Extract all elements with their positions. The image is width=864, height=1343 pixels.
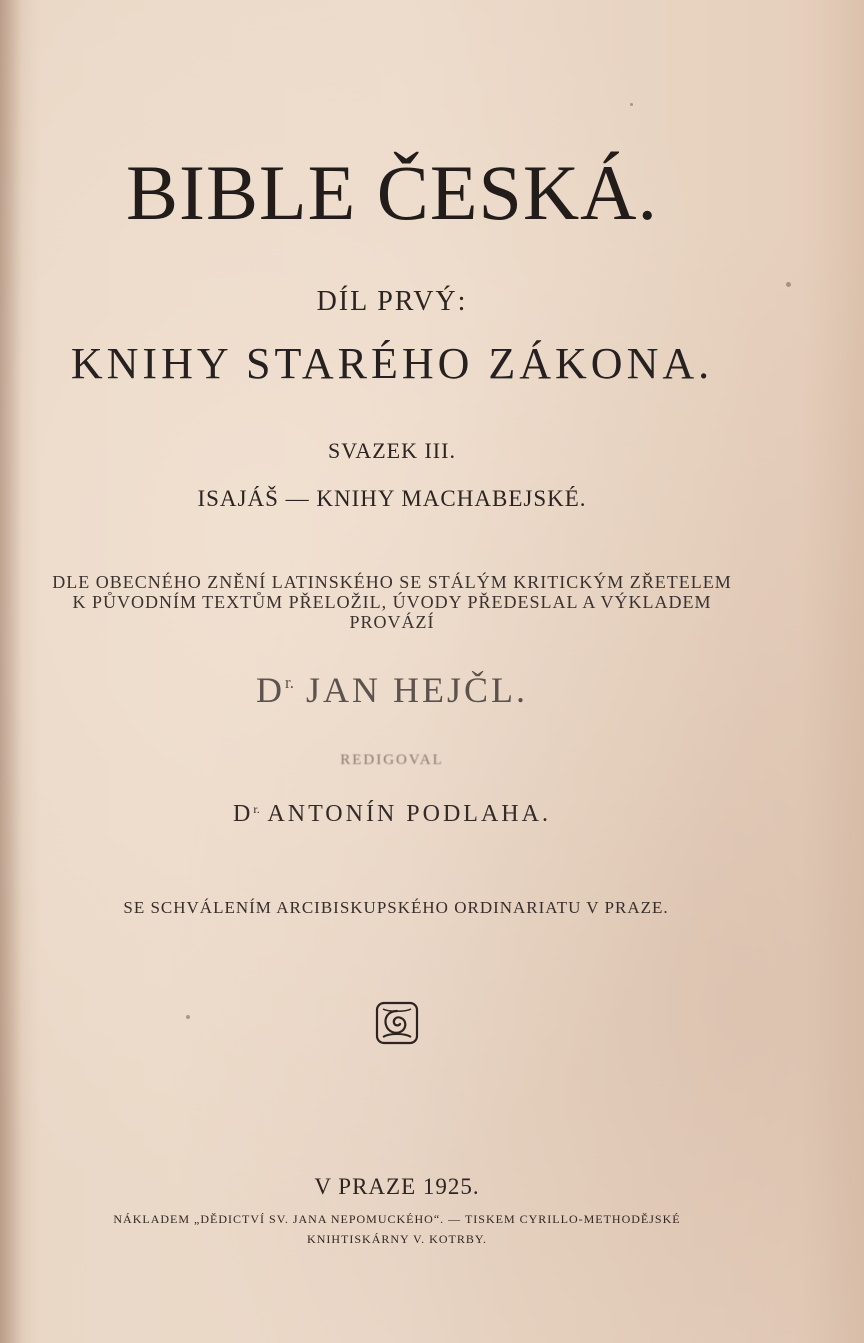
volume-label: SVAZEK III.: [328, 438, 456, 463]
part-label: DÍL PRVÝ:: [316, 286, 468, 317]
translator-fullname: JAN HEJČL.: [305, 670, 528, 710]
translation-line: DLE OBECNÉHO ZNĚNÍ LATINSKÉHO SE STÁLÝM KRITICKÝM ZŘETELEM: [52, 572, 732, 592]
book-title: BIBLE ČESKÁ.: [125, 149, 659, 236]
editor-fullname: ANTONÍN PODLAHA.: [267, 801, 551, 827]
paper-speck: [786, 282, 791, 287]
translation-note: [0, 572, 784, 632]
publisher-note: [0, 1209, 794, 1249]
publisher-line: KNIHTISKÁRNY V. KOTRBY.: [307, 1232, 487, 1246]
editor-title: D: [233, 801, 254, 827]
translator-name: [0, 662, 784, 711]
place-and-year: V PRAZE 1925.: [314, 1174, 480, 1199]
translation-line: K PŮVODNÍM TEXTŮM PŘELOŽIL, ÚVODY PŘEDESLAL A VÝKLADEM: [72, 592, 712, 612]
approval-note: SE SCHVÁLENÍM ARCIBISKUPSKÉHO ORDINARIATU V PRAZE.: [123, 898, 669, 917]
editor-title-suffix: r.: [253, 802, 260, 816]
printers-ornament-icon: [374, 1000, 420, 1046]
translator-title-suffix: r.: [285, 673, 294, 692]
paper-speck: [630, 103, 633, 106]
paper-speck: [186, 1015, 190, 1019]
translation-line: PROVÁZÍ: [349, 612, 435, 632]
book-subtitle: KNIHY STARÉHO ZÁKONA.: [70, 339, 714, 388]
publisher-line: NÁKLADEM „DĚDICTVÍ SV. JANA NEPOMUCKÉHO“. — TISKEM CYRILLO-METHODĚJSKÉ: [113, 1212, 681, 1226]
editor-name: [0, 794, 784, 829]
edited-label: REDIGOVAL: [340, 752, 444, 768]
translator-title: D: [256, 670, 285, 710]
books-range: ISAJÁŠ — KNIHY MACHABEJSKÉ.: [197, 486, 587, 511]
